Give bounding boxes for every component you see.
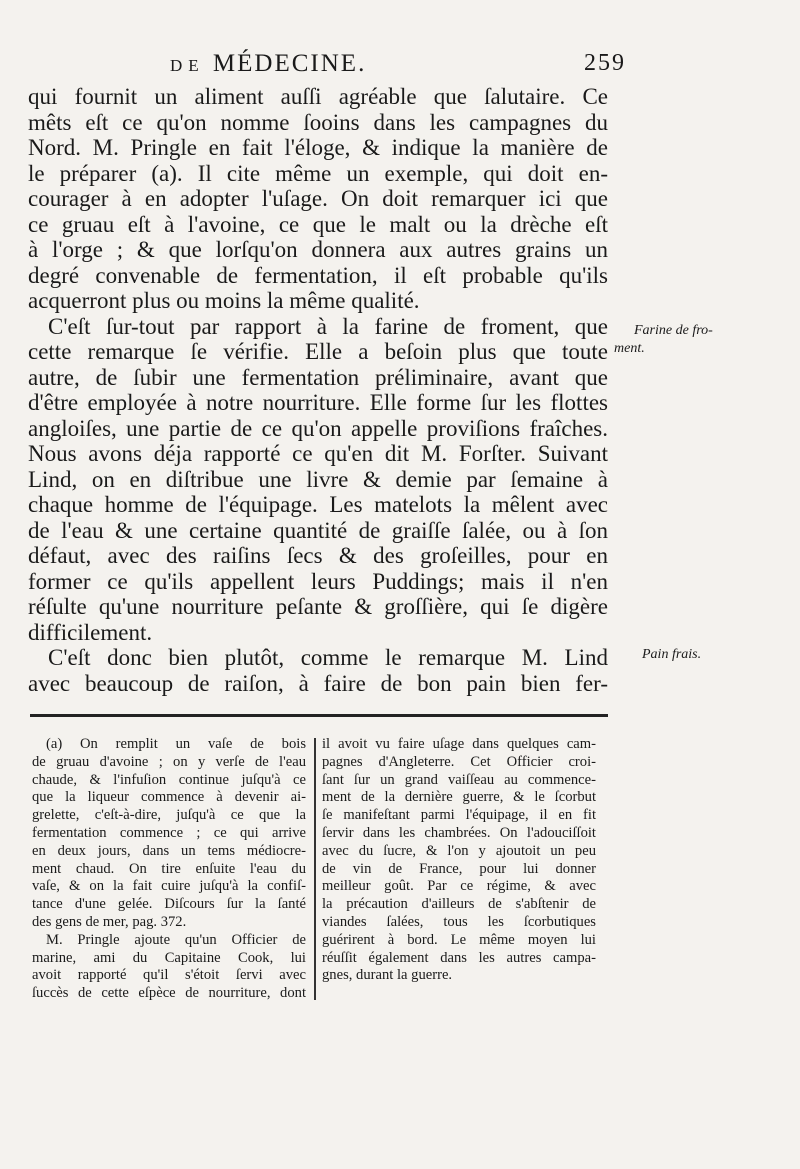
footnote-line: guérirent à bord. Le même moyen lui: [322, 931, 596, 948]
text-line: à l'orge ; & que lorſqu'on donnera aux autres grains un: [28, 237, 608, 262]
text-line: degré convenable de fermentation, il eſt probable qu'ils: [28, 262, 608, 288]
text-line: avec beaucoup de raiſon, à faire de bon pain bien fer-: [28, 670, 608, 696]
text-line: courager à en adopter l'uſage. On doit remarquer ici que: [28, 186, 608, 211]
margin-note-line: ment.: [614, 341, 645, 356]
footnote-line: avec du ſucre, & l'on y ajoutoit un peu: [322, 842, 596, 859]
text-line: cette remarque ſe vérifie. Elle a beſoin plus que toute: [28, 339, 608, 364]
footnote-line: de gruau d'avoine ; on y verſe de l'eau: [32, 753, 306, 770]
footnote-line: avoit rapporté qu'il s'étoit ſervi avec: [32, 967, 306, 984]
main-text: [28, 84, 608, 696]
footnote-line: gnes, durant la guerre.: [322, 967, 453, 984]
running-title: [170, 50, 366, 78]
text-line: défaut, avec des raiſins ſecs & des groſeilles, pour en: [28, 543, 608, 568]
footnote-line: viandes ſalées, tous les ſcorbutiques: [322, 913, 596, 930]
footnote-line: ment de la dernière guerre, & le ſcorbut: [322, 789, 596, 806]
footnote-separator: [30, 714, 608, 717]
text-line: d'être employée à notre nourriture. Elle forme ſur les flottes: [28, 390, 608, 415]
footnote-line: la précaution d'ailleurs de s'abſtenir de: [322, 896, 596, 913]
text-line: Lind, on en diſtribue une livre & demie par ſemaine à: [28, 466, 608, 492]
margin-note-pain: Pain frais.: [642, 647, 702, 662]
text-line: C'eſt donc bien plutôt, comme le remarque M. Lind: [48, 645, 608, 670]
footnote-line: en deux jours, dans un tems médiocre-: [32, 842, 306, 859]
title-main: MÉDECINE.: [212, 50, 367, 77]
footnote-line: des gens de mer, pag. 372.: [32, 913, 187, 930]
footnote-line: réuſſit également dans les autres campa-: [322, 949, 596, 966]
text-line: acquerront plus ou moins la même qualité.: [28, 288, 420, 313]
footnote-line: chaude, & l'infuſion continue juſqu'à ce: [32, 771, 306, 788]
footnote-line: marine, ami du Capitaine Cook, lui: [32, 949, 306, 966]
footnote-line: (a) On remplit un vaſe de bois: [46, 736, 306, 752]
text-line: mêts eſt ce qu'on nomme ſooins dans les campagnes du: [28, 109, 608, 135]
text-line: C'eſt ſur-tout par rapport à la farine de froment, que: [48, 313, 608, 339]
column-divider: [314, 738, 316, 1000]
footnote-line: ment chaud. On tire enſuite l'eau du: [32, 860, 306, 877]
text-line: Nord. M. Pringle en fait l'éloge, & indique la manière de: [28, 135, 608, 160]
margin-note-farine: [614, 322, 713, 358]
footnote-line: vaſe, & on la fait cuire juſqu'à la confiſ-: [32, 878, 306, 895]
text-line: qui fournit un aliment auſſi agréable que ſalutaire. Ce: [28, 84, 608, 109]
title-prefix: DE: [170, 56, 205, 75]
footnote-line: ſe manifeſtant parmi l'équipage, il en fit: [322, 807, 596, 824]
footnote-line: ſant ſur un grand vaiſſeau au commence-: [322, 771, 596, 788]
text-line: ce gruau eſt à l'avoine, ce que le malt ou la drèche eſt: [28, 211, 608, 237]
text-line: former ce qu'ils appellent leurs Puddings; mais il n'en: [28, 568, 608, 594]
text-line: difficilement.: [28, 619, 153, 645]
footnote-line: il avoit vu faire uſage dans quelques cam-: [322, 736, 596, 752]
text-line: angloiſes, une partie de ce qu'on appelle proviſions fraîches.: [28, 415, 608, 441]
footnote-line: grelette, c'eſt-à-dire, juſqu'à ce que la: [32, 807, 306, 824]
text-line: réſulte qu'une nourriture peſante & groſſière, qui ſe digère: [28, 594, 608, 619]
text-line: le préparer (a). Il cite même un exemple, qui doit en-: [28, 160, 608, 186]
margin-note-line: Farine de fro-: [634, 323, 713, 338]
footnote-line: de vin de France, pour lui donner: [322, 860, 596, 877]
footnote-line: ſuccès de cette eſpèce de nourriture, dont: [32, 985, 306, 1002]
page-number: 259: [584, 50, 626, 76]
text-line: de l'eau & une certaine quantité de graiſſe ſalée, ou à ſon: [28, 517, 608, 543]
footnote-column-left: [32, 736, 306, 1003]
footnote-line: tance d'une gelée. Diſcours ſur la ſanté: [32, 896, 306, 913]
footnote-line: pagnes d'Angleterre. Cet Officier croi-: [322, 753, 596, 770]
text-line: Nous avons déja rapporté ce qu'en dit M. Forſter. Suivant: [28, 441, 608, 466]
running-header: [150, 50, 626, 82]
text-line: autre, de ſubir une fermentation préliminaire, avant que: [28, 364, 608, 390]
text-line: chaque homme de l'équipage. Les matelots la mêlent avec: [28, 492, 608, 517]
footnote-line: meilleur goût. Par ce régime, & avec: [322, 878, 596, 895]
footnote-line: ſervir dans les chambrées. On l'adouciſſoit: [322, 824, 596, 841]
footnote-line: M. Pringle ajoute qu'un Officier de: [46, 931, 306, 948]
footnote-line: que la liqueur commence à devenir ai-: [32, 789, 306, 806]
footnote-line: fermentation commence ; ce qui arrive: [32, 824, 306, 841]
footnote-column-right: [322, 736, 596, 985]
